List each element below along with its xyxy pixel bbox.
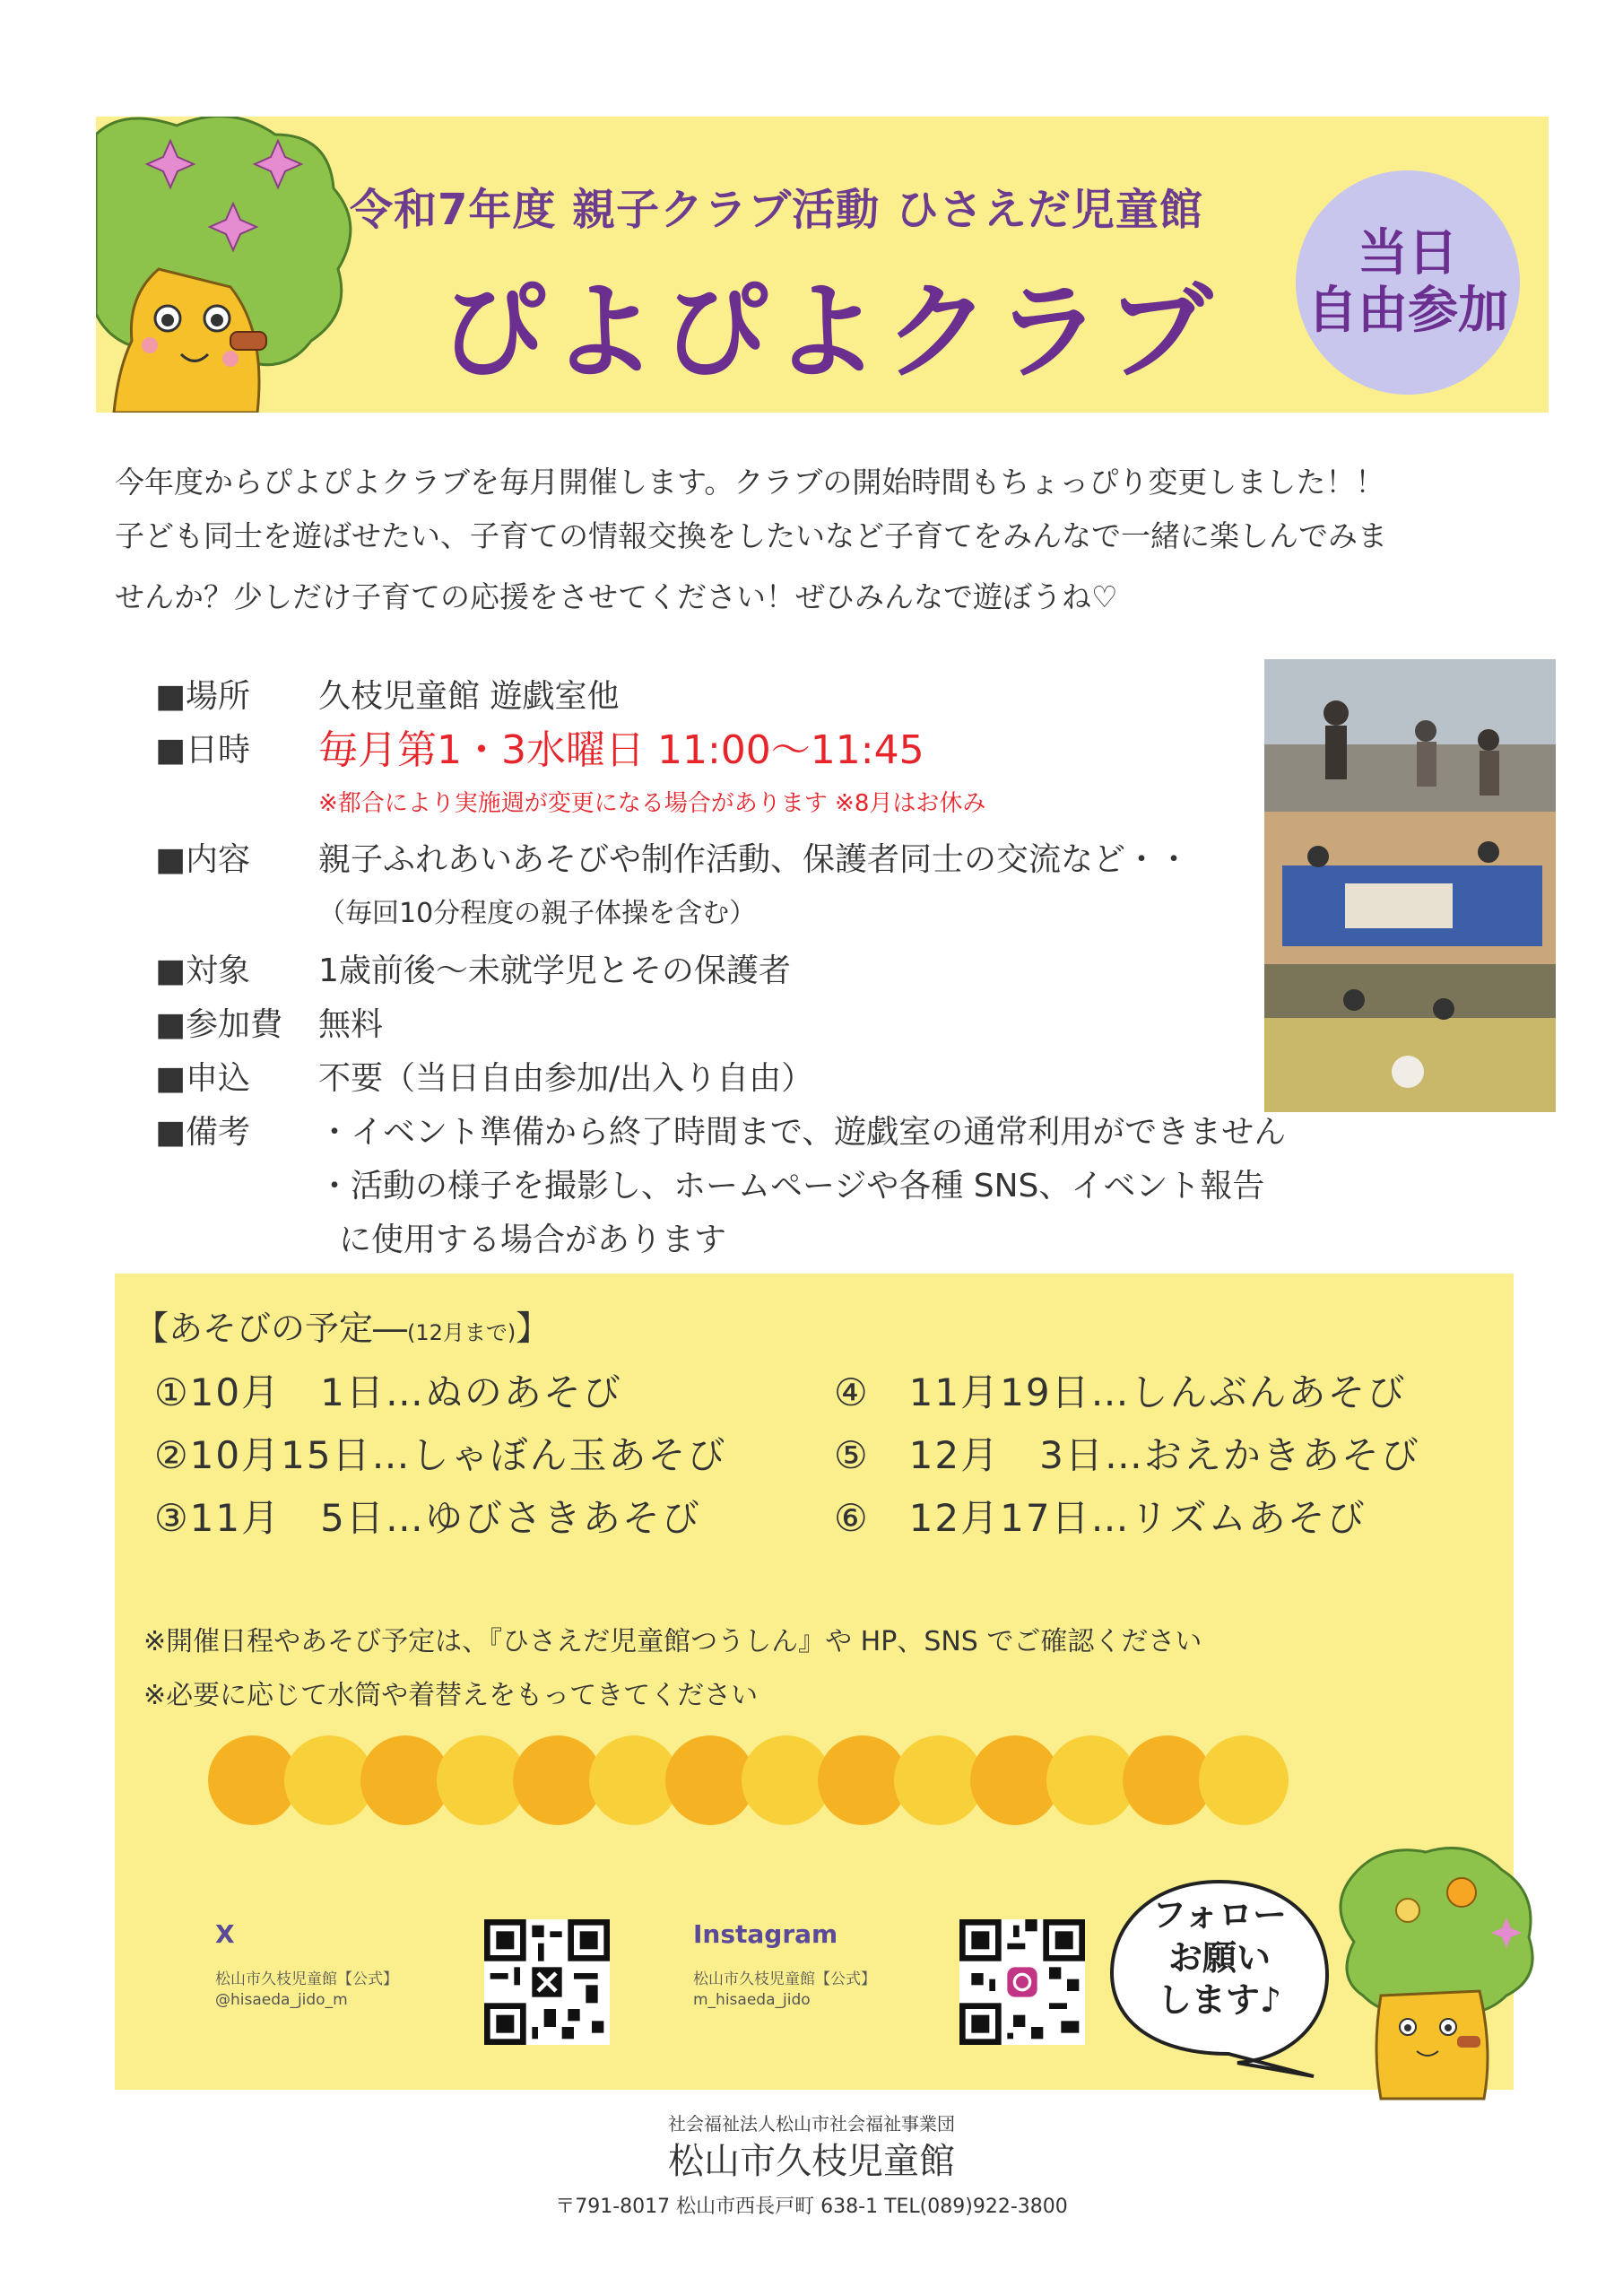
content-label: ■内容 bbox=[155, 841, 251, 878]
bubble-line-1: フォロー bbox=[1151, 1895, 1288, 1935]
footer-facility-name: 松山市久枝児童館 bbox=[668, 2141, 955, 2182]
schedule-heading-text: 【あそびの予定― bbox=[135, 1309, 408, 1348]
date-note: ※都合により実施週が変更になる場合があります ※8月はお休み bbox=[318, 790, 986, 817]
footer-address: 〒791-8017 松山市西長戸町 638-1 TEL(089)922-3800 bbox=[555, 2196, 1068, 2218]
schedule-heading-end: 】 bbox=[516, 1309, 551, 1348]
instagram-handle: m_hisaeda_jido bbox=[693, 1991, 811, 2009]
free-participation-badge bbox=[1296, 170, 1520, 395]
place-label: ■場所 bbox=[155, 678, 251, 715]
schedule-item-6: ⑥ 12月17日…リズムあそび bbox=[834, 1496, 1367, 1540]
page-title: ぴよぴよクラブ bbox=[439, 270, 1219, 394]
footer-organization: 社会福祉法人松山市社会福祉事業団 bbox=[668, 2113, 955, 2135]
schedule-note-2: ※必要に応じて水筒や着替えをもってきてください bbox=[143, 1680, 759, 1711]
bubble-line-3: します♪ bbox=[1157, 1980, 1282, 2020]
tree-mascot-bottom-illustration bbox=[1327, 1843, 1542, 2103]
schedule-heading bbox=[135, 1300, 550, 1350]
intro-line-2: 子ども同士を遊ばせたい、子育ての情報交換をしたいなど子育てをみんなで一緒に楽しんでみま bbox=[115, 518, 1387, 553]
schedule-item-3: ③11月 5日…ゆびさきあそび bbox=[154, 1496, 701, 1540]
x-label: X bbox=[215, 1919, 235, 1949]
date-label: ■日時 bbox=[155, 732, 251, 769]
content-sub: （毎回10分程度の親子体操を含む） bbox=[318, 898, 757, 929]
remark-1: ・イベント準備から終了時間まで、遊戯室の通常利用ができません bbox=[318, 1114, 1287, 1151]
x-account-name: 松山市久枝児童館【公式】 bbox=[215, 1970, 398, 1988]
instagram-qr-code[interactable] bbox=[959, 1919, 1085, 2045]
schedule-note-1: ※開催日程やあそび予定は、『ひさえだ児童館つうしん』や HP、SNS でご確認ください bbox=[143, 1626, 1202, 1657]
intro-line-3: せんか？少しだけ子育ての応援をさせてください！ぜひみんなで遊ぼうね♡ bbox=[115, 579, 1118, 614]
target-label: ■対象 bbox=[155, 952, 251, 989]
target-value: 1歳前後～未就学児とその保護者 bbox=[318, 952, 791, 989]
decorative-dot-row bbox=[206, 1731, 1488, 1830]
intro-line-1: 今年度からぴよぴよクラブを毎月開催します。クラブの開始時間もちょっぴり変更しました！！ bbox=[115, 465, 1385, 500]
schedule-item-4: ④ 11月19日…しんぶんあそび bbox=[834, 1370, 1407, 1414]
badge-line-2: 自由参加 bbox=[1307, 282, 1508, 340]
fee-value: 無料 bbox=[318, 1006, 384, 1043]
badge-line-1: 当日 bbox=[1358, 223, 1458, 283]
header-subtitle: 令和7年度 親子クラブ活動 ひさえだ児童館 bbox=[350, 185, 1203, 235]
place-value: 久枝児童館 遊戯室他 bbox=[318, 678, 620, 715]
apply-label: ■申込 bbox=[155, 1060, 251, 1097]
decorative-dot bbox=[1199, 1735, 1289, 1825]
remark-3: に使用する場合があります bbox=[339, 1222, 727, 1258]
x-qr-code[interactable] bbox=[484, 1919, 610, 2045]
apply-value: 不要（当日自由参加/出入り自由） bbox=[318, 1060, 814, 1097]
schedule-item-2: ②10月15日…しゃぼん玉あそび bbox=[154, 1433, 727, 1477]
instagram-label: Instagram bbox=[693, 1919, 838, 1949]
activity-photo-collage bbox=[1264, 659, 1556, 1112]
schedule-heading-small: (12月まで) bbox=[407, 1320, 516, 1345]
schedule-item-1: ①10月 1日…ぬのあそび bbox=[154, 1370, 622, 1414]
follow-request-text bbox=[1130, 1894, 1309, 2022]
remark-2: ・活動の様子を撮影し、ホームページや各種 SNS、イベント報告 bbox=[318, 1168, 1265, 1205]
fee-label: ■参加費 bbox=[155, 1006, 283, 1043]
instagram-account-name: 松山市久枝児童館【公式】 bbox=[693, 1970, 876, 1988]
bubble-line-2: お願い bbox=[1167, 1937, 1271, 1978]
tree-mascot-illustration bbox=[96, 117, 365, 413]
schedule-item-5: ⑤ 12月 3日…おえかきあそび bbox=[834, 1433, 1420, 1477]
content-value: 親子ふれあいあそびや制作活動、保護者同士の交流など・・ bbox=[318, 841, 1191, 878]
date-value: 毎月第1・3水曜日 11:00～11:45 bbox=[318, 727, 924, 773]
x-handle: @hisaeda_jido_m bbox=[215, 1991, 348, 2009]
remarks-label: ■備考 bbox=[155, 1114, 251, 1151]
